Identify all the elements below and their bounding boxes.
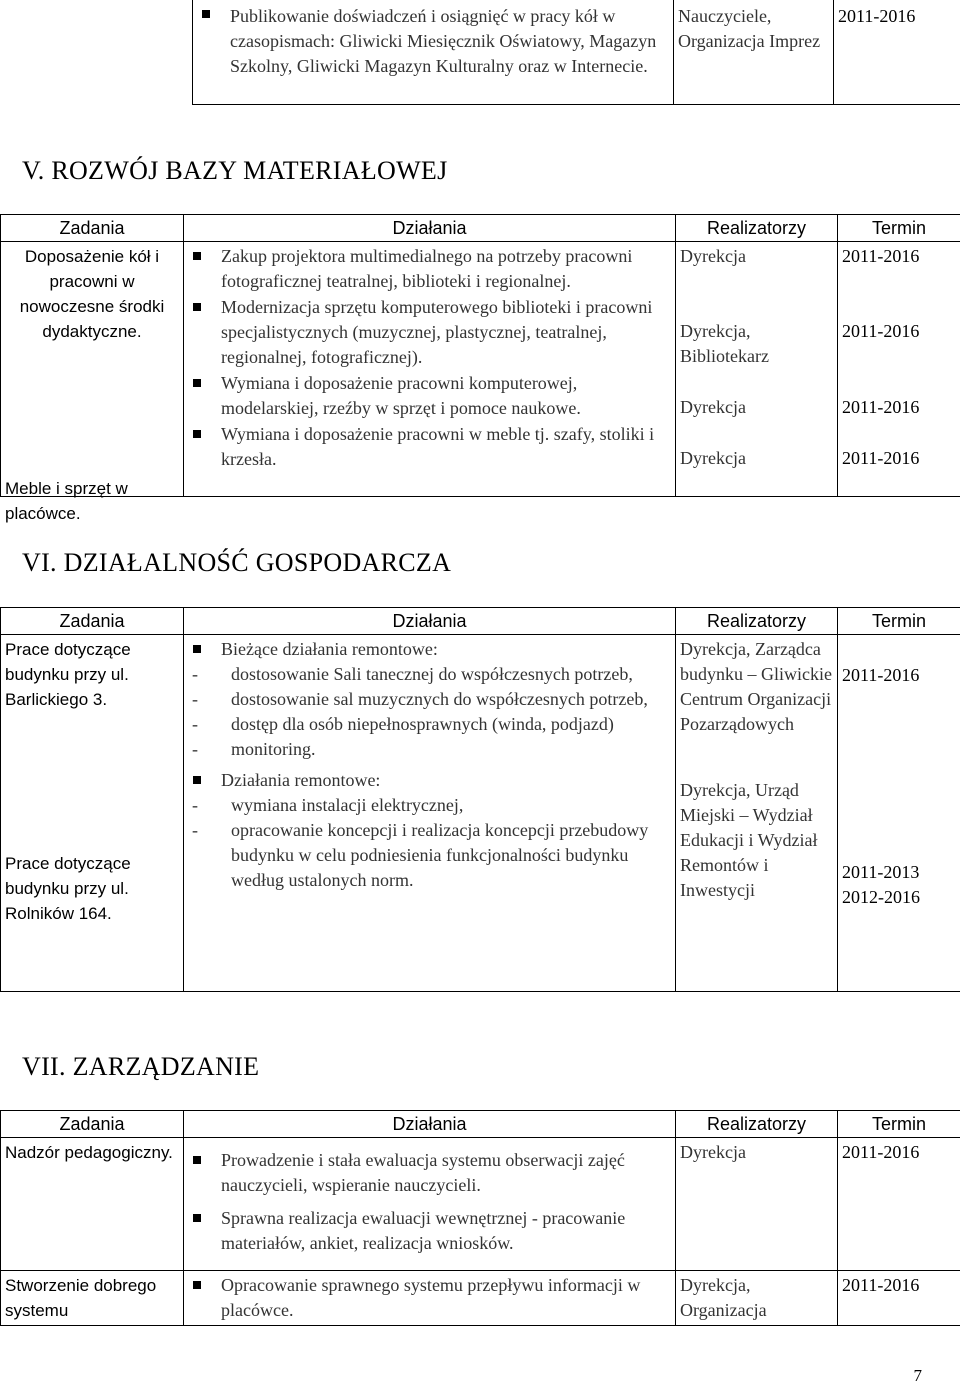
- realizatorzy-value: Dyrekcja, Urząd Miejski – Wydział Edukacji i Wydział Remontów i Inwestycji: [680, 780, 818, 900]
- list-item: Działania remontowe:: [188, 768, 671, 793]
- task-label: Nadzór pedagogiczny.: [5, 1143, 173, 1162]
- table-row: [1, 1138, 960, 1271]
- list-item: - monitoring.: [188, 737, 671, 762]
- task-label: Meble i sprzęt w placówce.: [5, 479, 128, 523]
- termin-value: 2011-2016: [842, 321, 920, 341]
- section-vi-table: [0, 607, 960, 992]
- header-dzialania: Działania: [184, 215, 676, 242]
- termin-value: 2011-2016: [842, 1142, 920, 1162]
- task-label: Prace dotyczące budynku przy ul. Barlickiego 3.: [5, 640, 131, 709]
- list-item: - wymiana instalacji elektrycznej,: [188, 793, 671, 818]
- task-label: Prace dotyczące budynku przy ul. Rolników 164.: [5, 854, 131, 923]
- header-zadania: Zadania: [1, 215, 184, 242]
- realizatorzy-cell: Nauczyciele, Organizacja Imprez: [674, 0, 834, 104]
- realizatorzy-value: Dyrekcja, Zarządca budynku – Gliwickie Centrum Organizacji Pozarządowych: [680, 639, 832, 734]
- table-row: [193, 0, 960, 104]
- termin-value: 2011-2016: [842, 397, 920, 417]
- header-realizatorzy: Realizatorzy: [676, 1111, 838, 1138]
- list-item: Zakup projektora multimedialnego na potrzeby pracowni fotograficznej teatralnej, biblioteki i regionalnej.: [188, 244, 671, 294]
- termin-value: 2011-2016: [842, 665, 920, 685]
- header-realizatorzy: Realizatorzy: [676, 215, 838, 242]
- header-termin: Termin: [838, 608, 960, 635]
- list-item: - opracowanie koncepcji i realizacja koncepcji przebudowy budynku w celu podniesienia funkcjonalności budynku według ustalonych norm.: [188, 818, 671, 893]
- section-v-table: [0, 214, 960, 523]
- list-item: Opracowanie sprawnego systemu przepływu informacji w placówce.: [188, 1273, 671, 1323]
- header-dzialania: Działania: [184, 608, 676, 635]
- list-item: Modernizacja sprzętu komputerowego biblioteki i pracowni specjalistycznych (muzycznej, plastycznej, teatralnej, regionalnej, fotograficznej).: [188, 295, 671, 370]
- list-item: - dostęp dla osób niepełnosprawnych (winda, podjazd): [188, 712, 671, 737]
- list-item: Sprawna realizacja ewaluacji wewnętrznej - pracowanie materiałów, ankiet, realizacja wniosków.: [188, 1206, 671, 1256]
- section-title-vii: VII. ZARZĄDZANIE: [22, 1052, 260, 1081]
- termin-value: 2011-2016: [842, 448, 920, 468]
- termin-value: 2011-2013: [842, 862, 920, 882]
- table-row: [1, 242, 960, 497]
- termin-cell: 2011-2016: [834, 0, 960, 104]
- table-header-row: [1, 215, 960, 242]
- header-dzialania: Działania: [184, 1111, 676, 1138]
- list-item: Wymiana i doposażenie pracowni w meble tj. szafy, stoliki i krzesła.: [188, 422, 671, 472]
- top-continuation-table: [192, 0, 960, 105]
- list-item: - dostosowanie Sali tanecznej do współczesnych potrzeb,: [188, 662, 671, 687]
- list-item: Prowadzenie i stała ewaluacja systemu obserwacji zajęć nauczycieli, wspieranie nauczycieli.: [188, 1148, 671, 1198]
- termin-value: 2011-2016: [842, 246, 920, 266]
- table-header-row: [1, 1111, 960, 1138]
- header-termin: Termin: [838, 215, 960, 242]
- table-row: [1, 1271, 960, 1326]
- list-item: - dostosowanie sal muzycznych do współczesnych potrzeb,: [188, 687, 671, 712]
- header-realizatorzy: Realizatorzy: [676, 608, 838, 635]
- task-label: Doposażenie kół i pracowni w nowoczesne środki dydaktyczne.: [19, 247, 165, 341]
- header-zadania: Zadania: [1, 1111, 184, 1138]
- table-row: [1, 635, 960, 992]
- task-label: Stworzenie dobrego systemu: [5, 1276, 157, 1320]
- section-title-vi: VI. DZIAŁALNOŚĆ GOSPODARCZA: [22, 548, 452, 577]
- realizatorzy-value: Dyrekcja, Organizacja: [680, 1275, 767, 1320]
- realizatorzy-value: Dyrekcja: [680, 1142, 746, 1162]
- list-item: Wymiana i doposażenie pracowni komputerowej, modelarskiej, rzeźby w sprzęt i pomoce naukowe.: [188, 371, 671, 421]
- realizatorzy-value: Dyrekcja: [680, 246, 746, 266]
- realizatorzy-value: Dyrekcja, Bibliotekarz: [680, 321, 769, 366]
- section-title-v: V. ROZWÓJ BAZY MATERIAŁOWEJ: [22, 156, 448, 185]
- header-termin: Termin: [838, 1111, 960, 1138]
- page-number: 7: [913, 1366, 922, 1385]
- realizatorzy-value: Dyrekcja: [680, 448, 746, 468]
- termin-value: 2012-2016: [842, 887, 920, 907]
- realizatorzy-value: Dyrekcja: [680, 397, 746, 417]
- header-zadania: Zadania: [1, 608, 184, 635]
- list-item: Bieżące działania remontowe:: [188, 637, 671, 662]
- termin-value: 2011-2016: [842, 1275, 920, 1295]
- table-header-row: [1, 608, 960, 635]
- list-item: Publikowanie doświadczeń i osiągnięć w pracy kół w czasopismach: Gliwicki Miesięcznik Oświatowy, Magazyn Szkolny, Gliwicki Magazyn Kulturalny oraz w Internecie.: [197, 2, 669, 79]
- section-vii-table: [0, 1110, 960, 1326]
